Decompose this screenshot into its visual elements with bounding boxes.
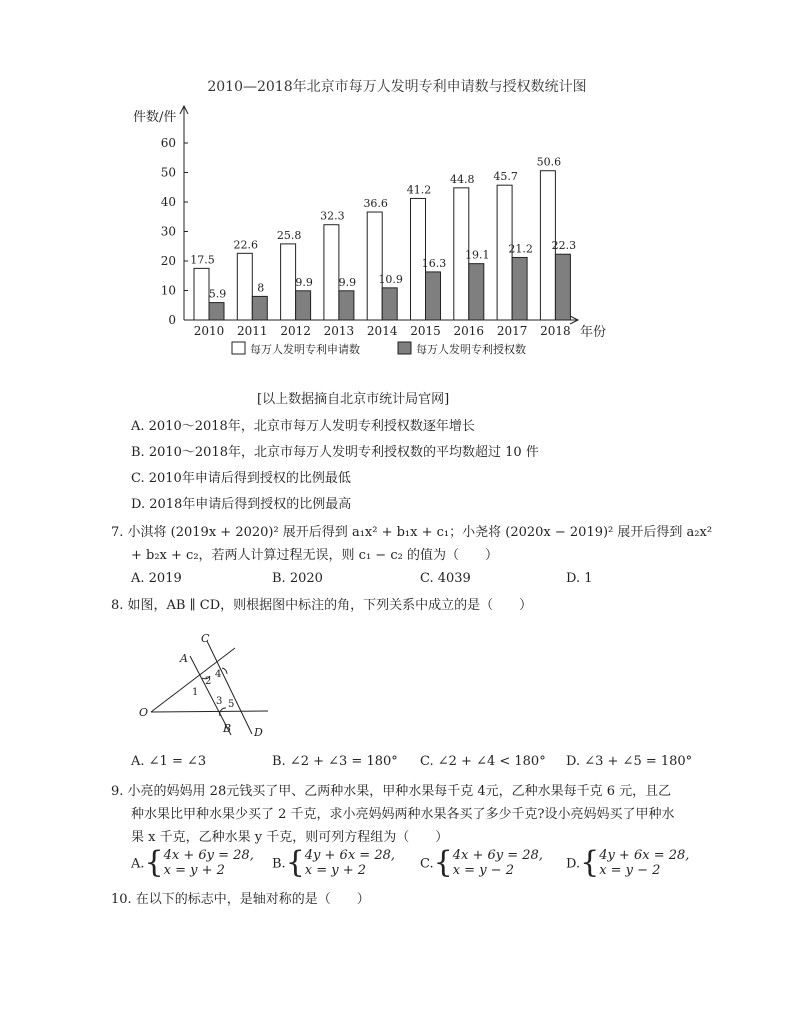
- bar-granted: [426, 272, 441, 320]
- data-label-application: 45.7: [493, 170, 518, 184]
- label-c: C: [201, 632, 210, 645]
- data-label-application: 17.5: [190, 253, 215, 267]
- q9-stem-line1: 9. 小亮的妈妈用 28元钱买了甲、乙两种水果，甲种水果每千克 4元，乙种水果每千克 6 元，且乙: [111, 784, 672, 799]
- angle-label-2: 2: [205, 676, 212, 687]
- bar-granted: [296, 291, 311, 320]
- line-o-top: [151, 648, 235, 712]
- x-tick-label: 2018: [540, 324, 571, 338]
- data-label-granted: 19.1: [465, 248, 490, 262]
- legend-swatch-application: [232, 342, 245, 354]
- q9-option-a-letter: A.: [131, 856, 145, 872]
- x-tick-label: 2012: [280, 324, 311, 338]
- source-note: [以上数据摘自北京市统计局官网]: [257, 392, 450, 407]
- angle-label-1: 1: [192, 687, 199, 698]
- q8-option-d[interactable]: D. ∠3 + ∠5 = 180°: [566, 754, 693, 769]
- x-tick-label: 2016: [453, 324, 485, 338]
- bar-application: [367, 212, 382, 320]
- bar-granted: [512, 257, 527, 320]
- data-label-granted: 9.9: [338, 275, 357, 289]
- q9-stem-line2: 种水果比甲种水果少买了 2 千克，求小亮妈妈两种水果各买了多少千克?设小亮妈妈买了甲种水: [131, 807, 675, 822]
- data-label-application: 50.6: [536, 155, 562, 169]
- data-label-application: 25.8: [276, 228, 302, 242]
- data-label-granted: 10.9: [378, 272, 403, 286]
- x-tick-label: 2010: [193, 324, 225, 338]
- data-label-granted: 21.2: [508, 242, 533, 256]
- q6-option-c[interactable]: C. 2010年申请后得到授权的比例最低: [131, 471, 351, 486]
- q7-option-a[interactable]: A. 2019: [131, 571, 182, 586]
- bar-granted: [339, 291, 354, 320]
- q7-option-b[interactable]: B. 2020: [272, 571, 323, 586]
- bar-granted: [252, 296, 267, 320]
- q8-stem: 8. 如图，AB ∥ CD，则根据图中标注的角，下列关系中成立的是（ ）: [111, 598, 533, 613]
- y-tick-label: 0: [168, 313, 176, 327]
- q8-option-c[interactable]: C. ∠2 + ∠4 < 180°: [420, 754, 546, 769]
- angle-label-5: 5: [228, 699, 235, 710]
- q9-option-d-eq2: x = y − 2: [599, 863, 661, 878]
- y-tick-label: 50: [160, 165, 176, 180]
- label-d: D: [254, 726, 263, 739]
- legend-swatch-granted: [398, 342, 411, 354]
- q9-option-b-eq1: 4y + 6x = 28,: [304, 848, 395, 863]
- q7-option-c[interactable]: C. 4039: [420, 571, 471, 586]
- q9-stem-line3: 果 x 千克，乙种水果 y 千克，则可列方程组为（ ）: [131, 830, 449, 845]
- q8-option-a[interactable]: A. ∠1 = ∠3: [131, 754, 207, 769]
- label-b: B: [223, 722, 232, 735]
- label-o: O: [139, 706, 149, 719]
- q7-stem-line2: + b₂x + c₂，若两人计算过程无误，则 c₁ − c₂ 的值为（ ）: [131, 548, 498, 563]
- q9-option-b[interactable]: B.{4y + 6x = 28, x = y + 2: [272, 845, 395, 880]
- data-label-granted: 16.3: [421, 256, 447, 270]
- y-tick-label: 40: [160, 195, 176, 209]
- bar-granted: [382, 288, 397, 320]
- q9-option-d-letter: D.: [566, 856, 581, 872]
- bar-application: [194, 268, 209, 320]
- x-tick-label: 2015: [410, 324, 441, 338]
- legend-label-granted: 每万人发明专利授权数: [416, 343, 526, 356]
- q9-option-c-letter: C.: [420, 856, 434, 872]
- q6-option-d[interactable]: D. 2018年申请后得到授权的比例最高: [131, 497, 352, 512]
- q9-option-a-eq1: 4x + 6y = 28,: [163, 848, 254, 863]
- bar-chart: [0, 0, 794, 370]
- x-axis-label: 年份: [580, 325, 607, 340]
- bar-application: [281, 244, 296, 320]
- bar-application: [324, 225, 339, 320]
- q7-option-d[interactable]: D. 1: [566, 571, 593, 586]
- data-label-application: 41.2: [406, 183, 432, 197]
- data-label-granted: 9.9: [295, 275, 313, 289]
- q8-geometry-figure: [130, 628, 290, 748]
- x-tick-label: 2013: [323, 324, 355, 338]
- line-o-bottom: [151, 711, 268, 712]
- chart-title: 2010—2018年北京市每万人发明专利申请数与授权数统计图: [207, 79, 587, 95]
- q9-option-a-eq2: x = y + 2: [163, 863, 225, 878]
- data-label-granted: 5.9: [208, 287, 227, 301]
- line-cd: [207, 641, 252, 734]
- bar-granted: [469, 264, 484, 320]
- q6-option-b[interactable]: B. 2010～2018年，北京市每万人发明专利授权数的平均数超过 10 件: [131, 445, 539, 460]
- y-tick-label: 10: [160, 283, 176, 298]
- angle-label-3: 3: [216, 696, 223, 707]
- y-axis-label: 件数/件: [133, 110, 177, 125]
- data-label-application: 22.6: [233, 238, 259, 252]
- bar-granted: [555, 254, 570, 320]
- data-label-application: 32.3: [320, 209, 345, 223]
- q6-option-a[interactable]: A. 2010～2018年，北京市每万人发明专利授权数逐年增长: [131, 419, 475, 434]
- q9-option-c[interactable]: C.{4x + 6y = 28, x = y − 2: [420, 845, 543, 880]
- q9-option-d-eq1: 4y + 6x = 28,: [599, 848, 690, 863]
- q9-option-c-eq1: 4x + 6y = 28,: [452, 848, 543, 863]
- q8-option-b[interactable]: B. ∠2 + ∠3 = 180°: [272, 754, 398, 769]
- x-tick-label: 2017: [496, 324, 528, 338]
- q10-stem: 10. 在以下的标志中，是轴对称的是（ ）: [111, 892, 370, 907]
- data-label-granted: 8: [257, 281, 265, 295]
- q9-option-c-eq2: x = y − 2: [452, 863, 514, 878]
- label-a: A: [180, 652, 188, 665]
- angle-label-4: 4: [215, 669, 222, 680]
- q7-stem-line1: 7. 小淇将 (2019x + 2020)² 展开后得到 a₁x² + b₁x + c₁；小尧将 (2020x − 2019)² 展开后得到 a₂x²: [111, 525, 713, 540]
- q9-option-b-letter: B.: [272, 856, 286, 872]
- x-tick-label: 2014: [366, 324, 398, 338]
- q9-option-b-eq2: x = y + 2: [304, 863, 367, 878]
- y-tick-label: 20: [160, 254, 176, 268]
- bar-granted: [209, 303, 224, 320]
- bar-application: [237, 253, 252, 320]
- x-tick-label: 2011: [237, 324, 268, 338]
- y-tick-label: 60: [160, 136, 176, 150]
- data-label-application: 44.8: [450, 172, 475, 186]
- q9-option-a[interactable]: A.{4x + 6y = 28, x = y + 2: [131, 845, 254, 880]
- legend-label-application: 每万人发明专利申请数: [250, 343, 360, 356]
- y-tick-label: 30: [160, 224, 176, 239]
- data-label-granted: 22.3: [551, 239, 577, 253]
- q9-option-d[interactable]: D.{4y + 6x = 28, x = y − 2: [566, 845, 690, 880]
- data-label-application: 36.6: [363, 197, 388, 211]
